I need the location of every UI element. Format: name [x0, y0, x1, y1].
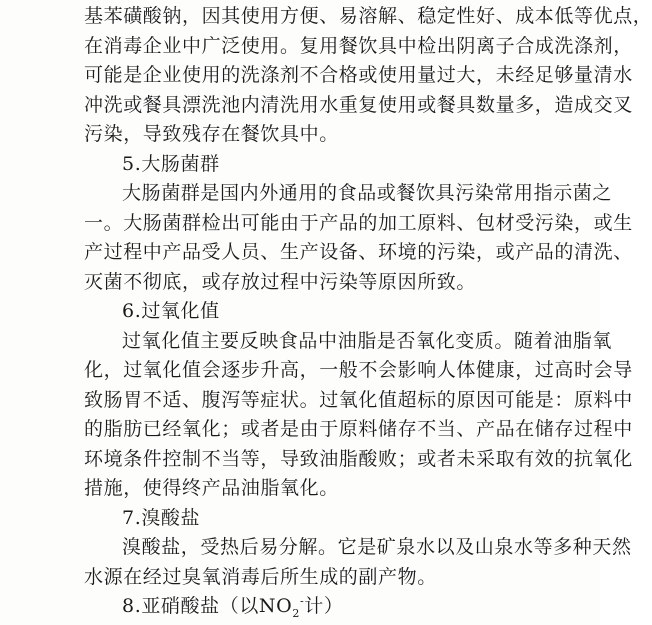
section-8-heading [122, 592, 343, 620]
section-8-heading-suffix: 计） [304, 595, 344, 617]
section-5-heading: 5.大肠菌群 [122, 153, 220, 175]
section-8-heading-superscript: - [299, 594, 305, 608]
section-8-heading-subscript: 2 [292, 606, 300, 620]
section-5-line-2: 一。大肠菌群检出可能由于产品的加工原料、包材受污染，或生 [84, 212, 633, 234]
section-5-line-4: 灭菌不彻底，或存放过程中污染等原因所致。 [84, 271, 477, 293]
intro-line-4: 冲洗或餐具漂洗池内清洗用水重复使用或餐具数量多，造成交叉 [84, 94, 633, 116]
section-6-line-1: 过氧化值主要反映食品中油脂是否氧化变质。随着油脂氧 [122, 330, 613, 352]
section-7-line-2: 水源在经过臭氧消毒后所生成的副产物。 [84, 566, 437, 588]
section-6-line-2: 化，过氧化值会逐步升高，一般不会影响人体健康，过高时会导 [84, 359, 633, 381]
intro-line-3: 可能是企业使用的洗涤剂不合格或使用量过大，未经足够量清水 [84, 64, 633, 86]
intro-line-1: 基苯磺酸钠，因其使用方便、易溶解、稳定性好、成本低等优点， [84, 5, 652, 27]
section-6-heading: 6.过氧化值 [122, 300, 220, 322]
intro-line-2: 在消毒企业中广泛使用。复用餐饮具中检出阴离子合成洗涤剂， [84, 35, 633, 57]
section-7-heading: 7.溴酸盐 [122, 507, 201, 529]
section-6-line-3: 致肠胃不适、腹泻等症状。过氧化值超标的原因可能是：原料中 [84, 389, 633, 411]
section-8-heading-prefix: 8.亚硝酸盐（以NO [122, 595, 293, 617]
section-7-line-1: 溴酸盐，受热后易分解。它是矿泉水以及山泉水等多种天然 [122, 536, 632, 558]
section-6-line-6: 措施，使得终产品油脂氧化。 [84, 477, 339, 499]
section-5-line-1: 大肠菌群是国内外通用的食品或餐饮具污染常用指示菌之 [122, 182, 613, 204]
section-6-line-4: 的脂肪已经氧化；或者是由于原料储存不当、产品在储存过程中 [84, 418, 633, 440]
section-6-line-5: 环境条件控制不当等，导致油脂酸败；或者未采取有效的抗氧化 [84, 448, 633, 470]
intro-line-5: 污染，导致残存在餐饮具中。 [84, 123, 339, 145]
section-5-line-3: 产过程中产品受人员、生产设备、环境的污染，或产品的清洗、 [84, 241, 633, 263]
